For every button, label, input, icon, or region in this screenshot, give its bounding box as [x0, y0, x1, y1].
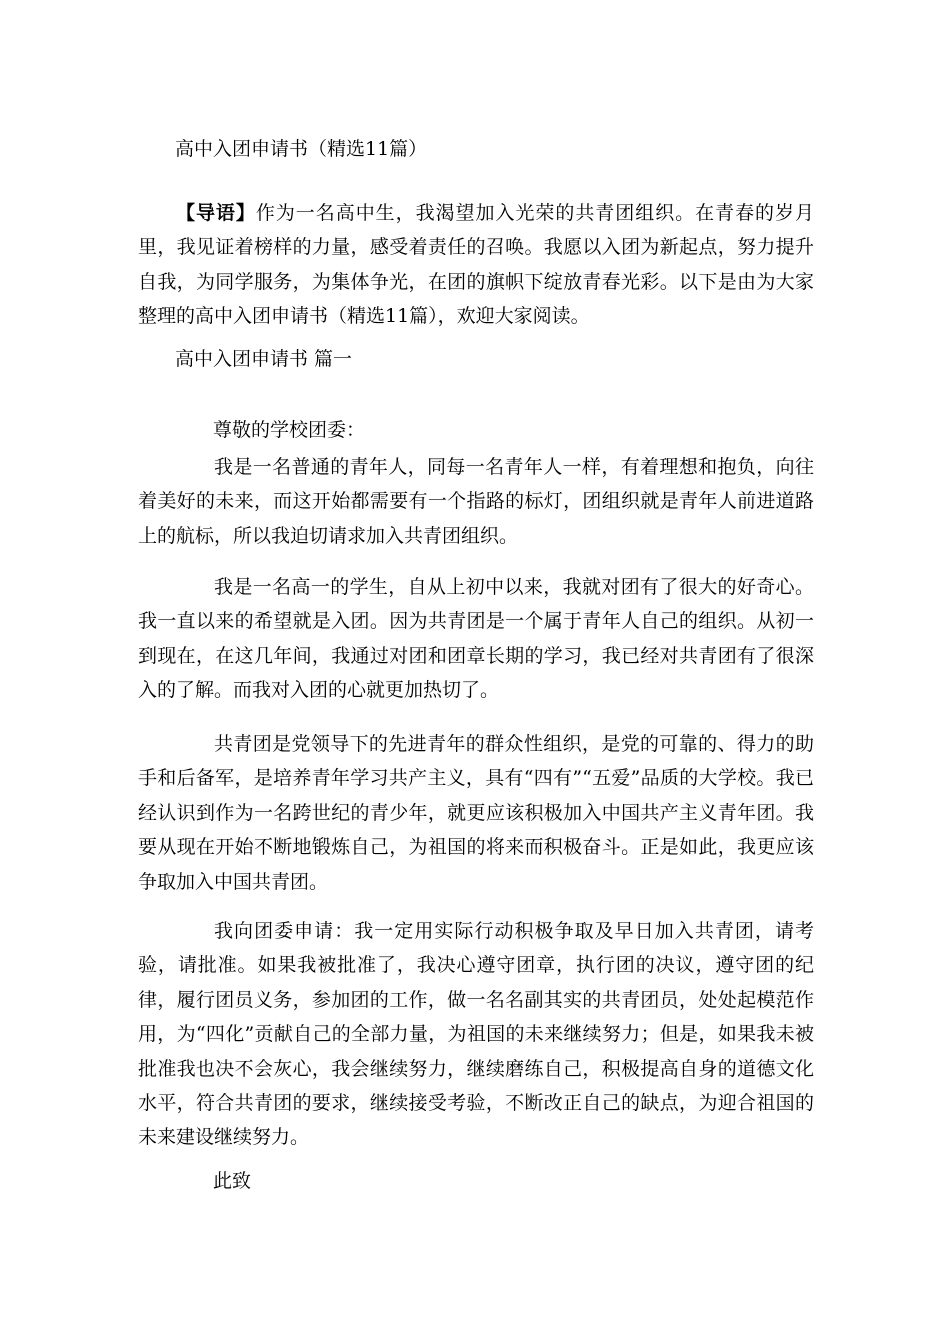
body-paragraph-2: 我是一名高一的学生，自从上初中以来，我就对团有了很大的好奇心。我一直以来的希望就是入团。因为共青团是一个属于青年人自己的组织。从初一到现在，在这几年间，我通过对团和团章长期的学习，我已经对共青团有了很深入的了解。而我对入团的心就更加热切了。 [138, 576, 814, 702]
body-paragraph-1: 我是一名普通的青年人，同每一名青年人一样，有着理想和抱负，向往着美好的未来，而这开始都需要有一个指路的标灯，团组织就是青年人前进道路上的航标，所以我迫切请求加入共青团组织。 [138, 456, 814, 547]
letter-greeting: 尊敬的学校团委： [213, 419, 366, 441]
intro-paragraph [138, 196, 814, 334]
letter-closing: 此致 [213, 1170, 252, 1192]
section-heading: 高中入团申请书 篇一 [175, 348, 353, 370]
intro-text: 作为一名高中生，我渴望加入光荣的共青团组织。在青春的岁月里，我见证着榜样的力量，感受着责任的召唤。我愿以入团为新起点，努力提升自我，为同学服务，为集体争光，在团的旗帜下绽放青春光彩。以下是由为大家整理的高中入团申请书（精选11篇），欢迎大家阅读。 [138, 202, 814, 328]
body-paragraph-3: 共青团是党领导下的先进青年的群众性组织，是党的可靠的、得力的助手和后备军，是培养青年学习共产主义，具有“四有”“五爱”品质的大学校。我已经认识到作为一名跨世纪的青少年，就更应该积极加入中国共产主义青年团。我要从现在开始不断地锻炼自己，为祖国的将来而积极奋斗。正是如此，我更应该争取加入中国共青团。 [138, 733, 814, 893]
intro-label: 【导语】 [176, 202, 256, 224]
document-title: 高中入团申请书（精选11篇） [175, 138, 428, 160]
body-paragraph-4: 我向团委申请：我一定用实际行动积极争取及早日加入共青团，请考验，请批准。如果我被批准了，我决心遵守团章，执行团的决议，遵守团的纪律，履行团员义务，参加团的工作，做一名名副其实的共青团员，处处起模范作用，为“四化”贡献自己的全部力量，为祖国的未来继续努力；但是，如果我未被批准我也决不会灰心，我会继续努力，继续磨练自己，积极提高自身的道德文化水平，符合共青团的要求，继续接受考验，不断改正自己的缺点，为迎合祖国的未来建设继续努力。 [138, 920, 814, 1149]
